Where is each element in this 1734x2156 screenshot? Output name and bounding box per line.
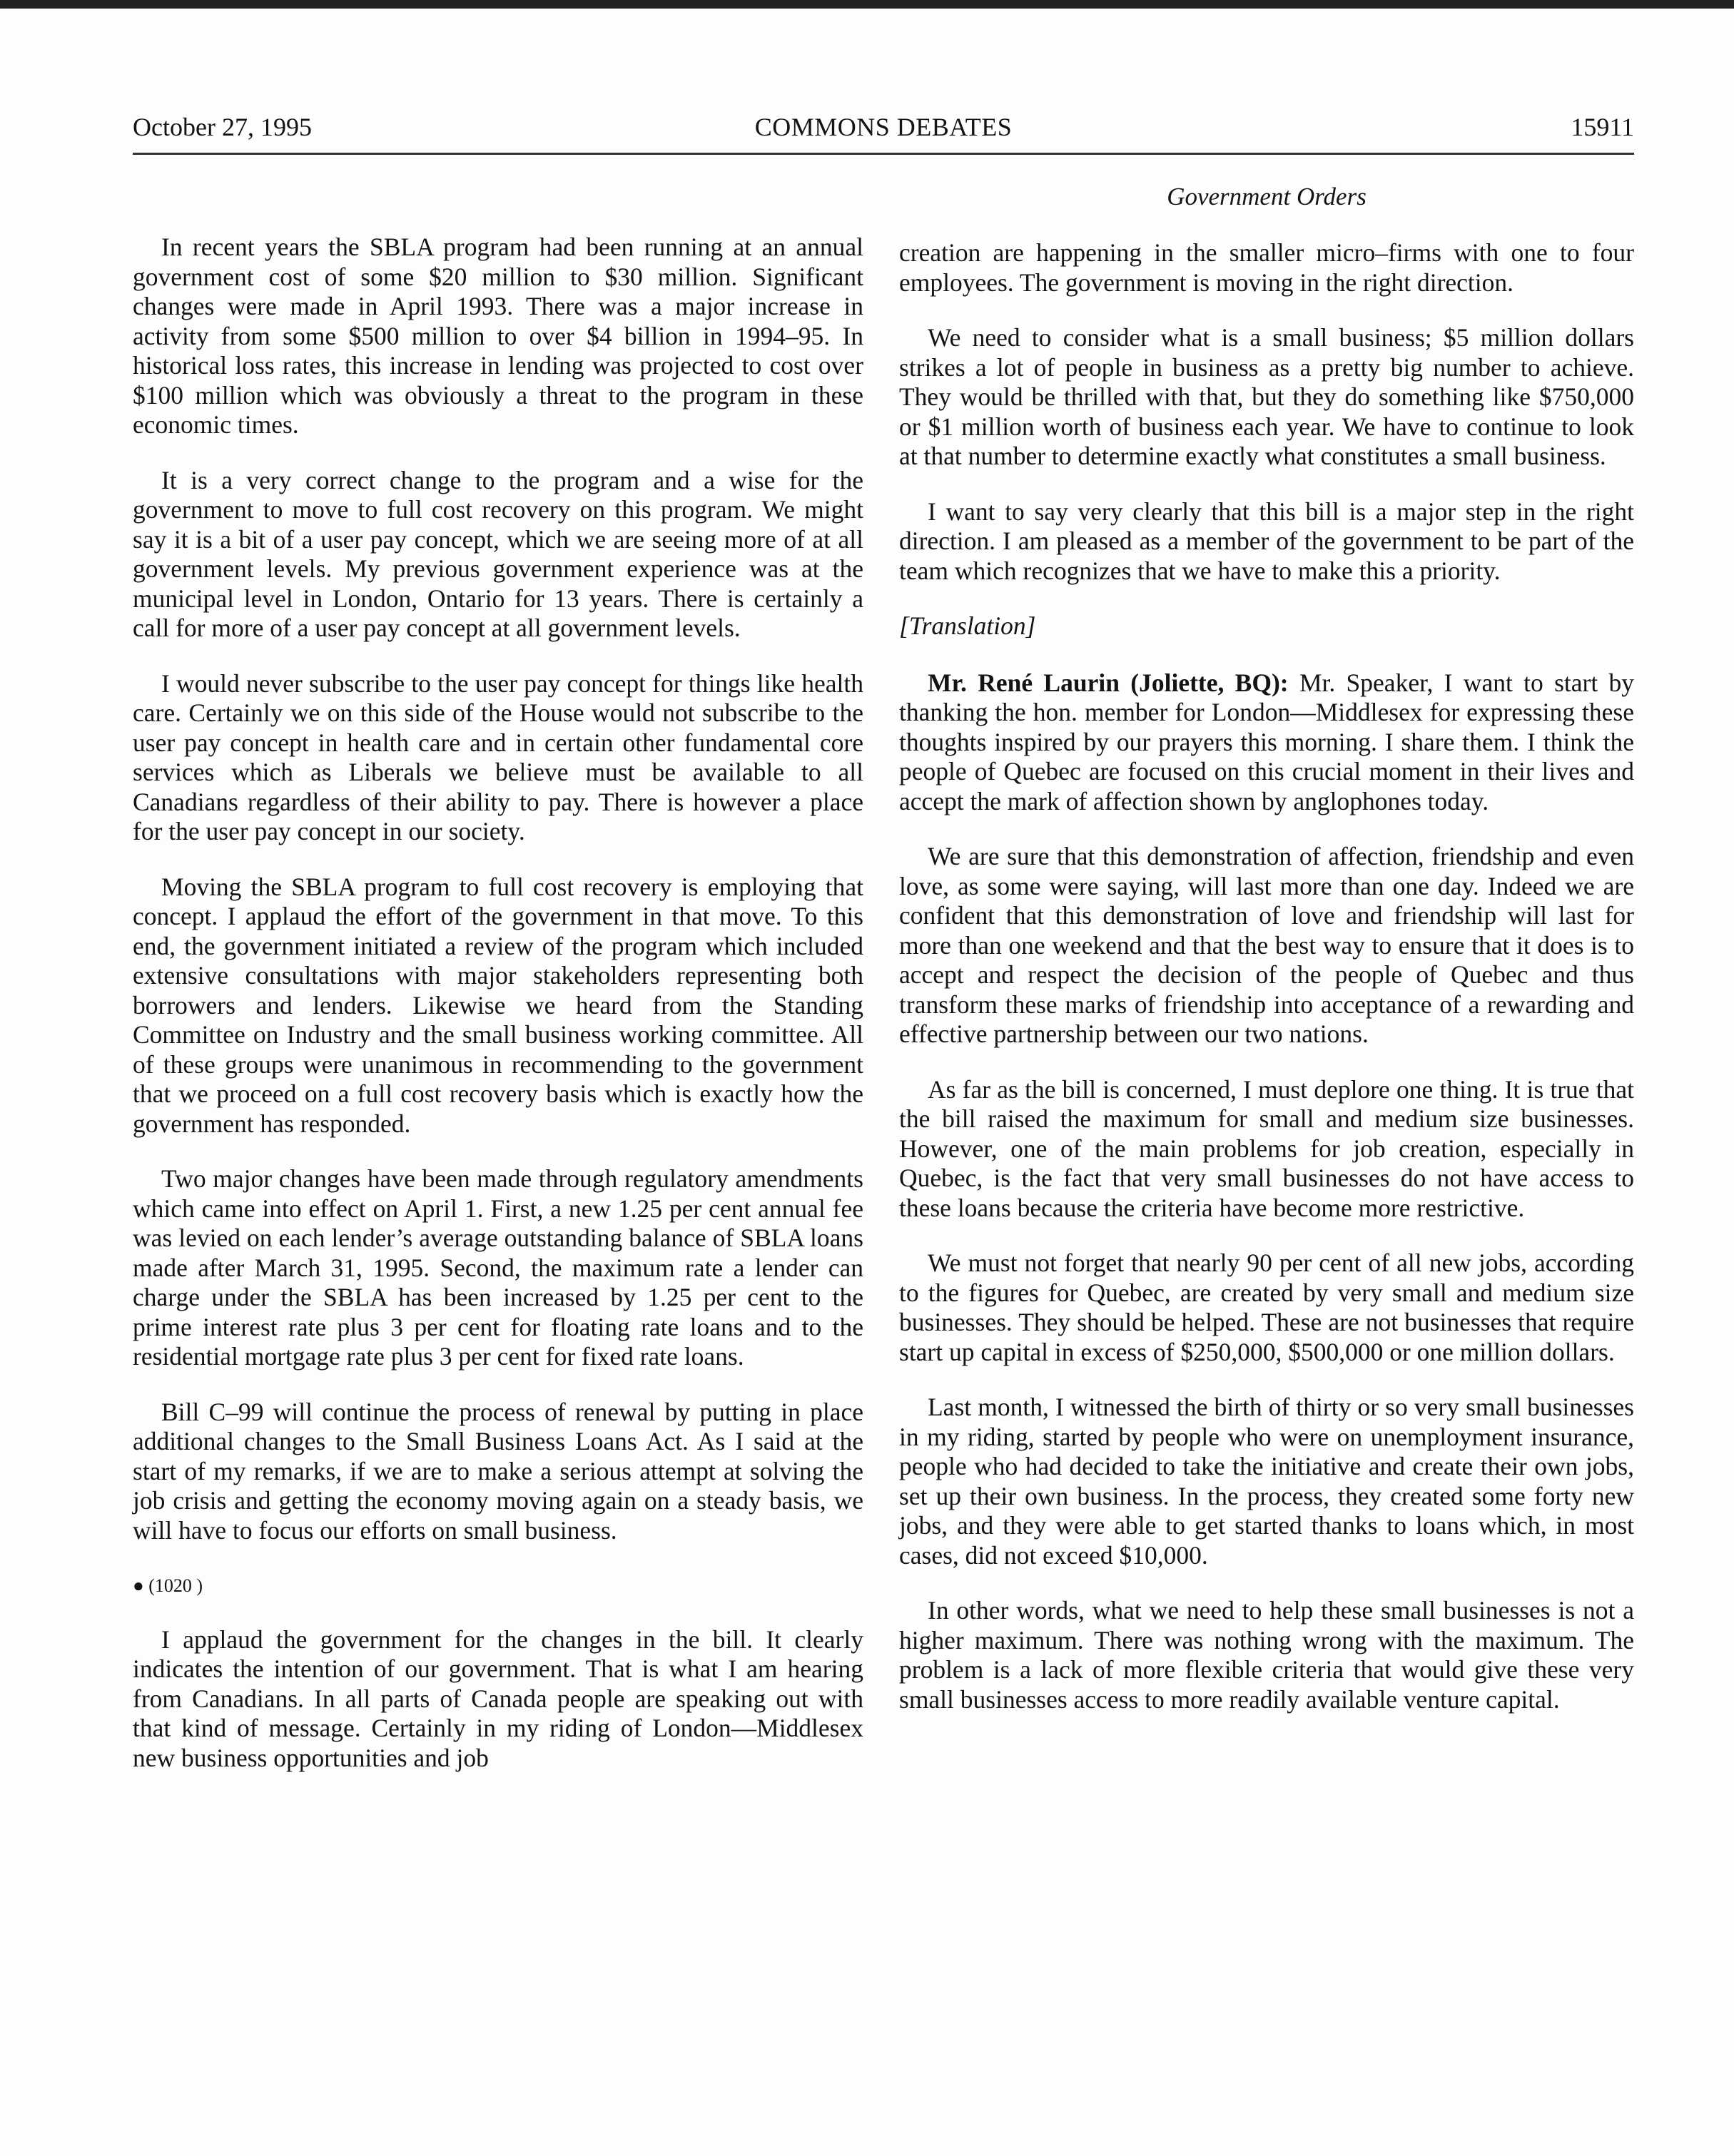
paragraph: It is a very correct change to the program and a wise for the government to move to full cost recovery on this program. We might say it is a bit of a user pay concept, which we are seeing more of at all government levels. My previous government experience was at the municipal level in London, Ontario for 13 years. There is certainly a call for more of a user pay concept at all government levels. xyxy=(133,465,863,642)
paragraph: I want to say very clearly that this bill is a major step in the right direction. I am pleased as a member of the government to be part of the team which recognizes that we have to make this a priority. xyxy=(899,497,1634,585)
time-marker: ● (1020 ) xyxy=(133,1575,203,1596)
translation-label: [Translation] xyxy=(899,611,1036,640)
header-date: October 27, 1995 xyxy=(133,113,312,141)
speech-text: Mr. Speaker, I want to start by thanking the hon. member for London—Middlesex for expressing these thoughts inspired by our prayers this morning. I share them. I think the people of Quebec are focused on this crucial moment in their lives and accept the mark of affection shown by anglophones today. xyxy=(899,668,1635,815)
left-column xyxy=(133,233,863,1799)
paragraph: I would never subscribe to the user pay concept for things like health care. Certainly we on this side of the House would not subscribe to the user pay concept in health care and in certain other fundamental core services which as Liberals we believe must be available to all Canadians regardless of their ability to pay. There is however a place for the user pay concept in our society. xyxy=(133,668,863,845)
paragraph: In other words, what we need to help these small businesses is not a higher maximum. There was nothing wrong with the maximum. The problem is a lack of more flexible criteria that would give these very small businesses access to more readily available venture capital. xyxy=(899,1596,1634,1714)
paragraph: We are sure that this demonstration of affection, friendship and even love, as some were saying, will last more than one day. Indeed we are confident that this demonstration of love and friendship will last for more than one weekend and that the best way to ensure that it does is to accept and respect the decision of the people of Quebec and thus transform these marks of friendship into acceptance of a rewarding and effective partnership between our two nations. xyxy=(899,842,1634,1048)
paragraph: creation are happening in the smaller micro–firms with one to four employees. The government is moving in the right direction. xyxy=(899,238,1634,297)
paragraph: Moving the SBLA program to full cost recovery is employing that concept. I applaud the effort of the government in that move. To this end, the government initiated a review of the program which included extensive consultations with major stakeholders representing both borrowers and lenders. Likewise we heard from the Standing Committee on Industry and the small business working committee. All of these groups were unanimous in recommending to the government that we proceed on a full cost recovery basis which is exactly how the government has responded. xyxy=(133,872,863,1138)
paragraph: I applaud the government for the changes in the bill. It clearly indicates the intention of our government. That is what I am hearing from Canadians. In all parts of Canada people are speaking out with that kind of message. Certainly in my riding of London—Middlesex new business opportunities and job xyxy=(133,1624,863,1772)
speaker-name: Mr. René Laurin (Joliette, BQ): xyxy=(928,668,1289,697)
paragraph: Bill C–99 will continue the process of renewal by putting in place additional changes to the Small Business Loans Act. As I said at the start of my remarks, if we are to make a serious attempt at solving the job crisis and getting the economy moving again on a steady basis, we will have to focus our efforts on small business. xyxy=(133,1397,863,1545)
header-title: COMMONS DEBATES xyxy=(754,113,1013,141)
page-number: 15911 xyxy=(1571,113,1634,141)
paragraph: Two major changes have been made through regulatory amendments which came into effect on April 1. First, a new 1.25 per cent annual fee was levied on each lender’s average outstanding balance of SBLA loans made after March 31, 1995. Second, the maximum rate a lender can charge under the SBLA has been increased by 1.25 per cent to the prime interest rate plus 3 per cent for floating rate loans and to the residential mortgage rate plus 3 per cent for fixed rate loans. xyxy=(133,1164,863,1371)
paragraph: We need to consider what is a small business; $5 million dollars strikes a lot of people in business as a pretty big number to achieve. They would be thrilled with that, but they do something like $750,000 or $1 million worth of business each year. We have to continue to look at that number to determine exactly what constitutes a small business. xyxy=(899,323,1634,470)
page-header xyxy=(133,107,1634,155)
paragraph: Last month, I witnessed the birth of thirty or so very small businesses in my riding, started by people who were on unemployment insurance, people who had decided to take the initiative and create their own jobs, set up their own business. In the process, they created some forty new jobs, and they were able to get started thanks to loans which, in most cases, did not exceed $10,000. xyxy=(899,1393,1634,1570)
paragraph: As far as the bill is concerned, I must deplore one thing. It is true that the bill raised the maximum for small and medium size businesses. However, one of the main problems for job creation, especially in Quebec, is the fact that very small businesses do not have access to these loans because the criteria have become more restrictive. xyxy=(899,1074,1634,1222)
right-column xyxy=(899,238,1634,1740)
speech-paragraph xyxy=(899,668,1634,817)
section-label: Government Orders xyxy=(1167,183,1367,210)
paragraph: In recent years the SBLA program had been running at an annual government cost of some $20 million to $30 million. Significant changes were made in April 1993. There was a major increase in activity from some $500 million to over $4 billion in 1994–95. In historical loss rates, this increase in lending was projected to cost over $100 million which was obviously a threat to the program in these economic times. xyxy=(133,233,863,439)
scan-edge xyxy=(0,0,1734,9)
paragraph: We must not forget that nearly 90 per cent of all new jobs, according to the figures for Quebec, are created by very small and medium size businesses. They should be helped. These are not businesses that require start up capital in excess of $250,000, $500,000 or one million dollars. xyxy=(899,1249,1634,1366)
